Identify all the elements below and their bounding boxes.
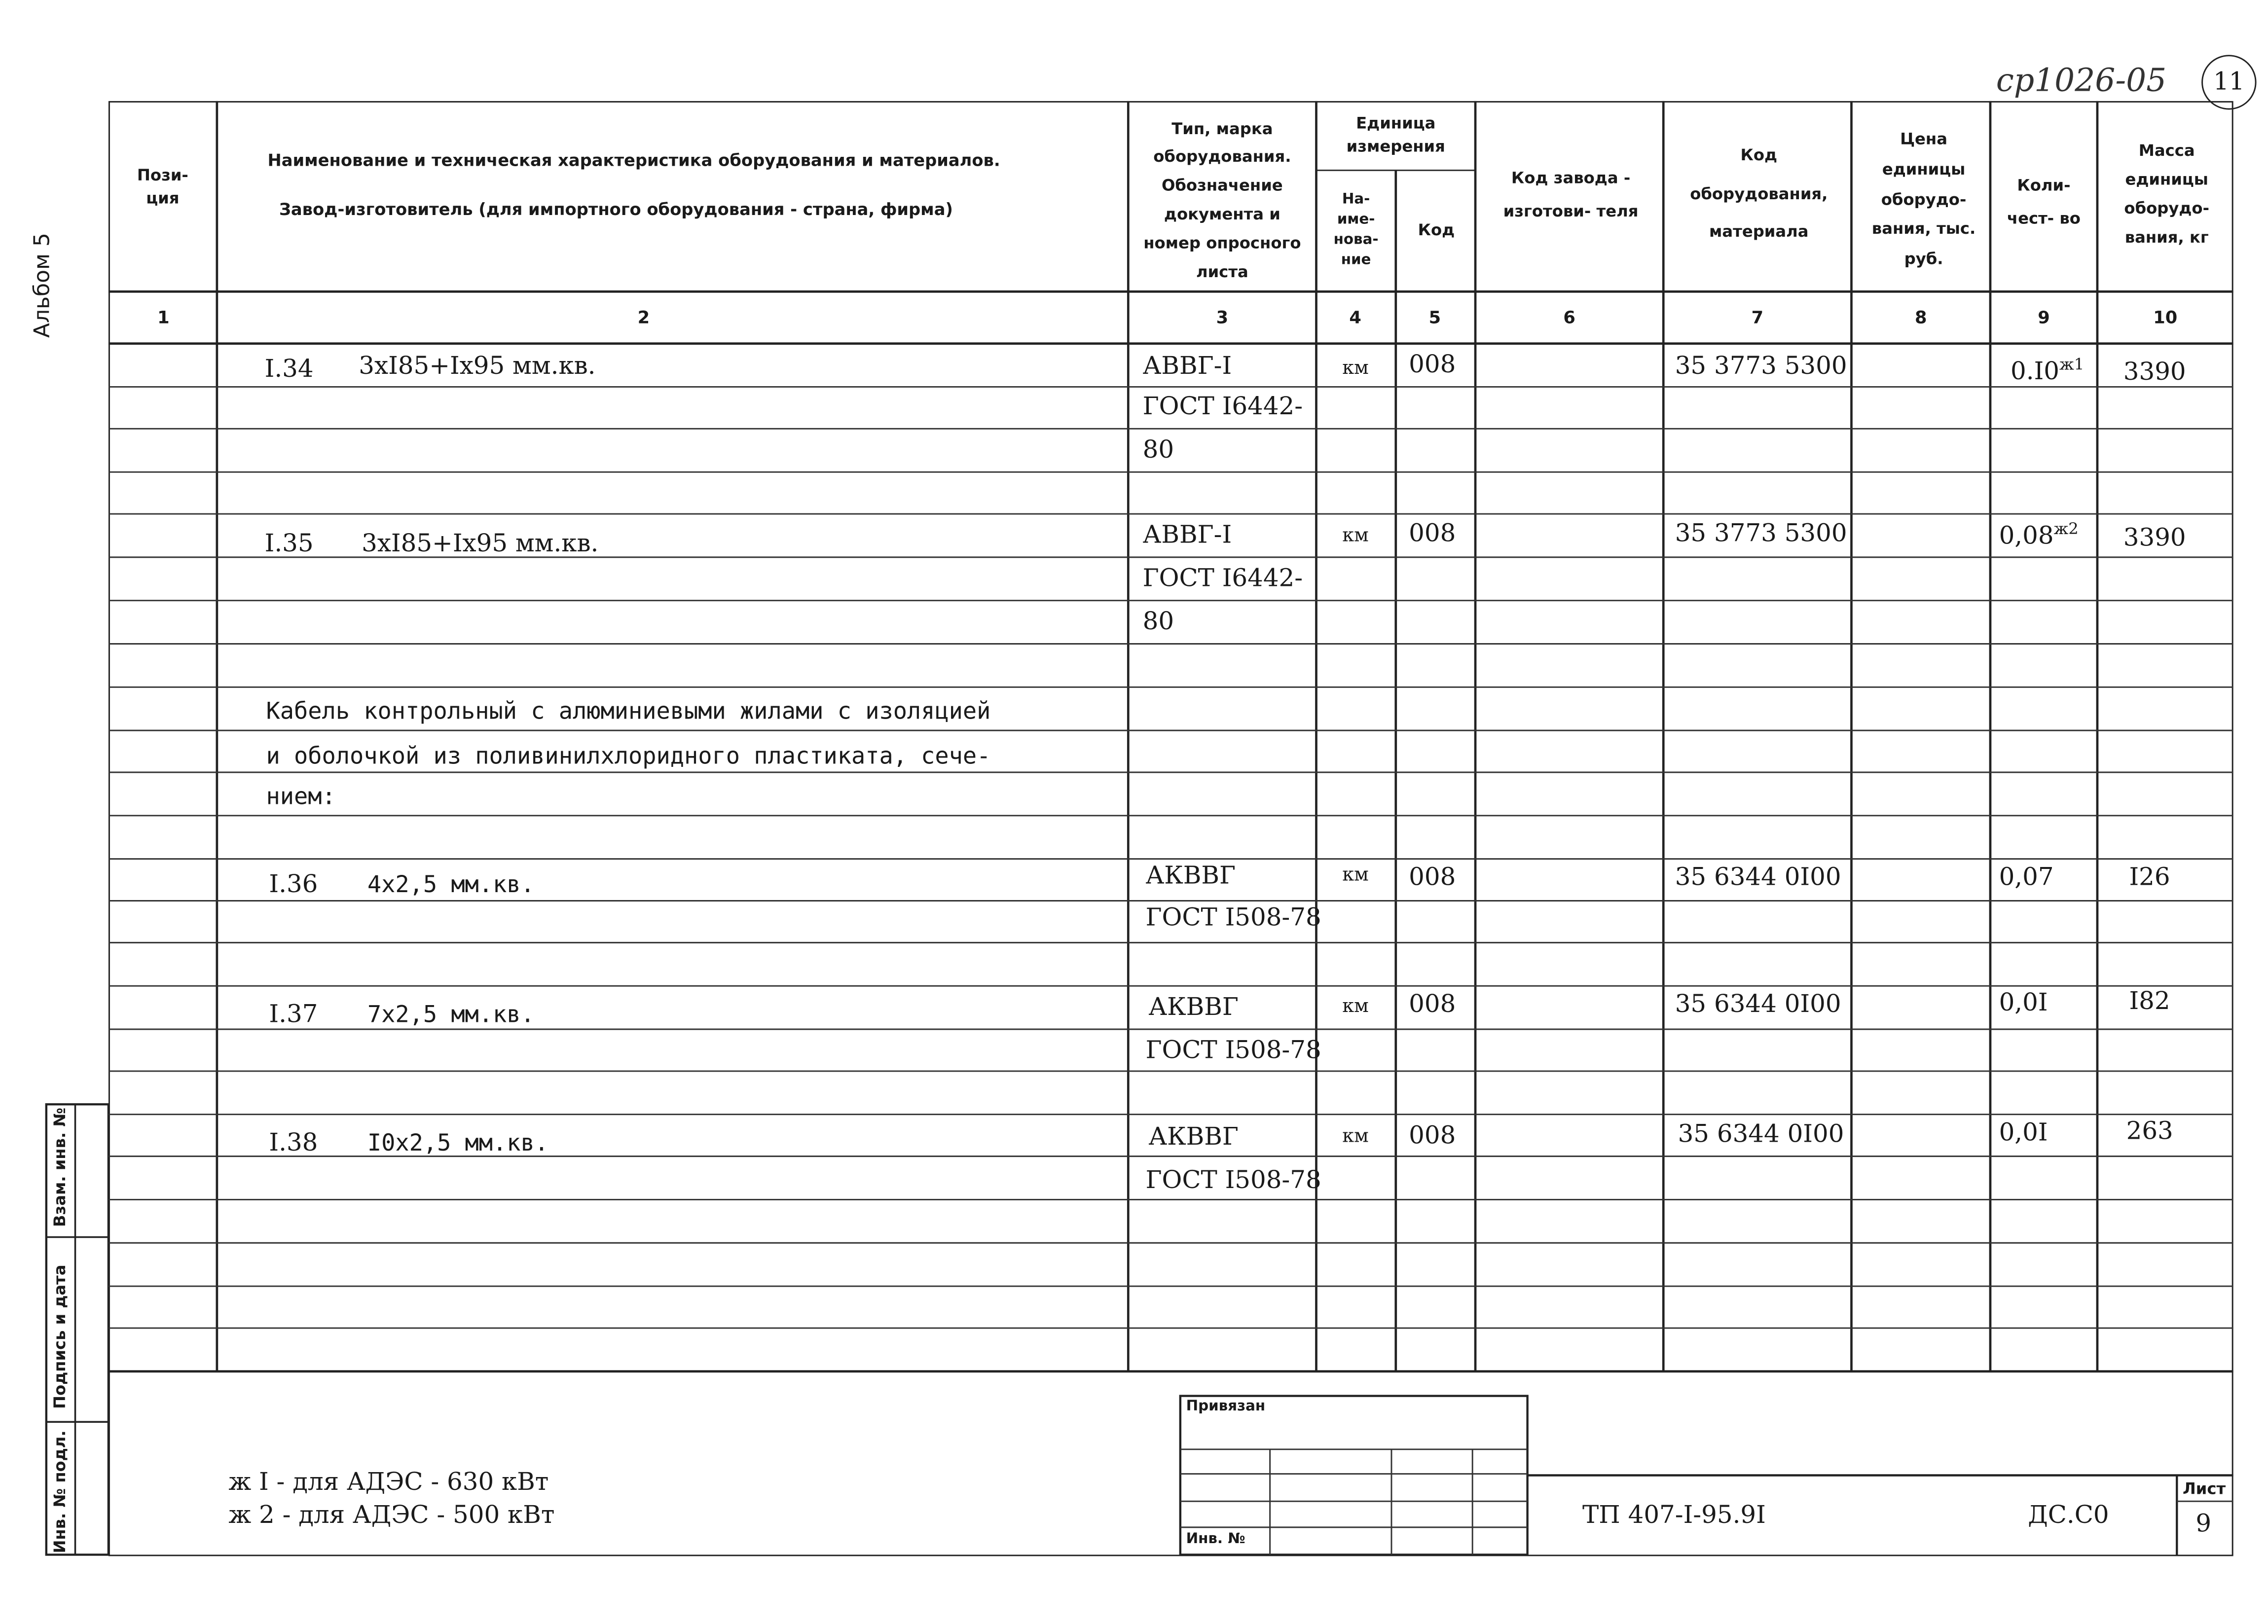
row-type-line2: ГОСТ I508-78 (1145, 1166, 1321, 1195)
row-name: 3xI85+Ix95 мм.кв. (362, 530, 599, 559)
footnote-2: ж 2 - для АДЭС - 500 кВт (228, 1501, 555, 1530)
stamp-sheet-number: 9 (2195, 1510, 2212, 1539)
row-unit-code: 008 (1409, 351, 1456, 380)
row-quantity-value: 0,0I (1999, 1119, 2048, 1148)
side-field-signature-date: Подпись и дата (50, 1264, 70, 1409)
cable-description-line2: и оболочкой из поливинилхлоридного пластиката, сече- (266, 742, 991, 770)
column-number-10: 10 (2153, 307, 2178, 328)
header-units-group: Единица измерения (1346, 113, 1445, 156)
row-quantity (1999, 1119, 2048, 1148)
row-quantity-note: ж2 (2053, 519, 2079, 539)
row-material-code: 35 3773 5300 (1675, 519, 1847, 549)
column-number-4: 4 (1349, 307, 1361, 328)
row-unit: км (1342, 865, 1369, 887)
stamp-doc-number: ТП 407-I-95.9I (1582, 1501, 1766, 1530)
footnote-1: ж I - для АДЭС - 630 кВт (228, 1468, 549, 1497)
header-col5: Код (1418, 220, 1455, 240)
row-name: 4x2,5 мм.кв. (367, 870, 535, 898)
row-mass: I26 (2129, 863, 2170, 892)
doc-code-handwritten: cp1026-05 (1996, 63, 2167, 100)
header-col4: На- име- нова- ние (1333, 192, 1379, 269)
row-quantity (1999, 520, 2079, 551)
row-material-code: 35 6344 0I00 (1675, 990, 1841, 1019)
row-type-line3: 80 (1142, 435, 1174, 465)
row-quantity-value: 0.I0 (2011, 357, 2060, 387)
row-type-line2: ГОСТ I508-78 (1145, 1036, 1321, 1066)
row-unit-code: 008 (1409, 1121, 1456, 1151)
header-col6: Код завода - изготови- теля (1503, 169, 1639, 221)
row-name: 7x2,5 мм.кв. (367, 1000, 535, 1028)
row-type-line1: АКВВГ (1148, 1123, 1239, 1152)
header-col10: Масса единицы оборудо- вания, кг (2124, 142, 2210, 247)
row-quantity-value: 0,0I (1999, 989, 2048, 1018)
row-mass: 3390 (2123, 358, 2186, 387)
row-unit-code: 008 (1409, 863, 1456, 892)
page-circle-number: 11 (2213, 68, 2245, 97)
row-type-line1: АКВВГ (1145, 862, 1236, 891)
row-unit: км (1342, 525, 1369, 547)
row-quantity (1999, 989, 2048, 1018)
row-type-line1: АКВВГ (1148, 993, 1239, 1022)
row-type-line2: ГОСТ I508-78 (1145, 903, 1321, 933)
row-mass: 263 (2126, 1117, 2173, 1147)
row-material-code: 35 3773 5300 (1675, 352, 1847, 381)
row-quantity (2011, 355, 2084, 386)
stamp-sheet-label: Лист (2182, 1480, 2226, 1499)
side-field-vzam-inv: Взам. инв. № (50, 1107, 70, 1227)
cable-description-line3: нием: (266, 782, 336, 810)
header-col1: Пози- ция (137, 165, 188, 208)
header-col3: Тип, марка оборудования. Обозначение документа и номер опросного листа (1143, 119, 1301, 281)
header-col2-line2: Завод-изготовитель (для импортного оборудования - страна, фирма) (279, 199, 953, 219)
column-number-9: 9 (2038, 307, 2050, 328)
header-col7: Код оборудования, материала (1690, 146, 1828, 242)
row-mass: I82 (2129, 987, 2170, 1016)
stamp-inv-label: Инв. № (1186, 1531, 1245, 1548)
row-name: 3xI85+Ix95 мм.кв. (359, 352, 596, 381)
column-number-7: 7 (1751, 307, 1764, 328)
album-label: Альбом 5 (29, 232, 55, 338)
column-number-6: 6 (1563, 307, 1575, 328)
row-unit-code: 008 (1409, 519, 1456, 549)
cable-description-line1: Кабель контрольный с алюминиевыми жилами с изоляцией (266, 697, 991, 725)
row-unit: км (1342, 996, 1369, 1018)
column-number-5: 5 (1428, 307, 1441, 328)
header-col8: Цена единицы оборудо- вания, тыс. руб. (1871, 129, 1976, 269)
row-mass: 3390 (2123, 524, 2186, 553)
row-position: I.34 (264, 355, 314, 384)
row-quantity-value: 0,07 (1999, 863, 2054, 892)
row-material-code: 35 6344 0I00 (1675, 863, 1841, 892)
column-number-2: 2 (637, 307, 650, 328)
row-position: I.35 (264, 530, 314, 559)
row-type-line2: ГОСТ I6442- (1142, 393, 1303, 422)
row-material-code: 35 6344 0I00 (1678, 1120, 1844, 1149)
row-unit-code: 008 (1409, 990, 1456, 1019)
row-type-line2: ГОСТ I6442- (1142, 564, 1303, 594)
row-unit: км (1342, 358, 1369, 380)
row-name: I0x2,5 мм.кв. (367, 1128, 549, 1156)
header-col9: Коли- чест- во (2007, 176, 2081, 228)
row-position: I.37 (269, 1000, 318, 1030)
row-quantity-value: 0,08 (1999, 522, 2054, 551)
row-type-line3: 80 (1142, 608, 1174, 637)
row-quantity-note: ж1 (2059, 355, 2085, 374)
stamp-bound-label: Привязан (1186, 1399, 1266, 1415)
row-quantity (1999, 863, 2054, 892)
stamp-section: ДС.С0 (2028, 1501, 2109, 1530)
row-type-line1: АВВГ-I (1142, 521, 1232, 550)
column-number-8: 8 (1914, 307, 1927, 328)
column-number-3: 3 (1216, 307, 1229, 328)
row-type-line1: АВВГ-I (1142, 352, 1232, 381)
row-position: I.38 (269, 1128, 318, 1158)
header-col2-line1: Наименование и техническая характеристика оборудования и материалов. (267, 150, 1000, 171)
row-position: I.36 (269, 870, 318, 900)
row-unit: км (1342, 1126, 1369, 1148)
side-field-inv-podl: Инв. № подл. (50, 1430, 70, 1553)
column-number-1: 1 (157, 307, 170, 328)
